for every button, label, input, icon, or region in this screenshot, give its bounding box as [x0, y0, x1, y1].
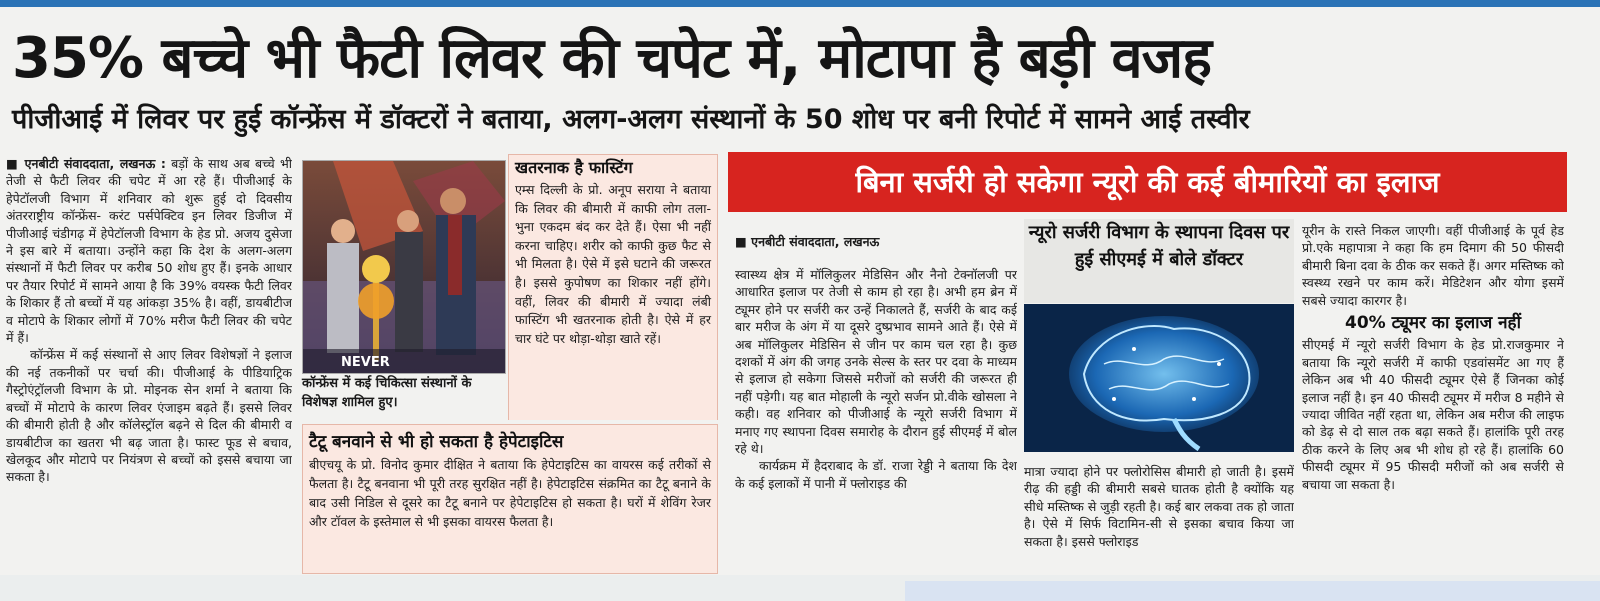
- neuro-byline-text: ■ एनबीटी संवाददाता, लखनऊ: [735, 234, 880, 249]
- neuro-column-2: [1024, 463, 1294, 568]
- neuro-byline: [735, 233, 1017, 255]
- photo-caption: कॉन्फ्रेंस में कई चिकित्सा संस्थानों के विशेषज्ञ शामिल हुए।: [302, 376, 472, 410]
- left-article-paragraph-2: कॉन्फ्रेंस में कई संस्थानों से आए लिवर विशेषज्ञों ने इलाज की नई तकनीकों पर चर्चा की। पीजीआई के पीडियाट्रिक गैस्ट्रोएंट्रॉलजी विभाग के प्रो. मोइनक सेन शर्मा ने बताया कि बच्चों में मोटापे के कारण लिवर एंजाइम बढ़ते हैं। इससे लिवर की बीमारी होती है और कॉलेस्ट्रॉल बढ़ने से दिल की बीमारी व डायबीटीज का खतरा भी बढ़ जाता है। फास्ट फूड से बचाव, खेलकूद और मोटापे पर नियंत्रण से बच्चों को इससे बचाया जा सकता है।: [6, 347, 292, 485]
- neuro-column-3-paragraph-2: सीएमई में न्यूरो सर्जरी विभाग के हेड प्रो.राजकुमार ने बताया कि न्यूरो सर्जरी में काफी एडवांसमेंट आ गए हैं लेकिन अब भी 40 फीसदी ट्यूमर ऐसे हैं जिनका कोई इलाज नहीं है। इन 40 फीसदी ट्यूमर में मरीज 8 महीने से ज्यादा जीवित नहीं रहता था, लेकिन अब मरीज की लाइफ को डेढ़ से दो साल तक बढ़ा सकते हैं। हालांकि पूरी तरह ठीक करने के लिए अब भी शोध हो रहे हैं। हालांकि 60 फीसदी ट्यूमर में 95 फीसदी मरीजों को अब सर्जरी से बचाया जा सकता है।: [1302, 337, 1564, 492]
- neuro-column-1-paragraph-2: कार्यक्रम में हैदराबाद के डॉ. राजा रेड्डी ने बताया कि देश के कई इलाकों में पानी में फ्लोराइड की: [735, 458, 1017, 491]
- fasting-sidebar-box: [508, 154, 718, 420]
- bottom-strip: [0, 575, 1600, 601]
- tattoo-sidebar-box: [302, 424, 718, 574]
- left-article-byline: ■ एनबीटी संवाददाता, लखनऊ :: [6, 156, 166, 171]
- subheadline: पीजीआई में लिवर पर हुई कॉन्फ्रेंस में डॉक्टरों ने बताया, अलग-अलग संस्थानों के 50 शोध पर बनी रिपोर्ट में सामने आई तस्वीर: [12, 104, 1250, 135]
- headline: 35% बच्चे भी फैटी लिवर की चपेट में, मोटापा है बड़ी वजह: [12, 26, 1211, 91]
- left-article-paragraph-1: बड़ों के साथ अब बच्चे भी तेजी से फैटी लिवर की चपेट में आ रहे हैं। पीजीआई के हेपेटॉलजी विभाग में शनिवार को शुरू हुई दो दिवसीय अंतरराष्ट्रीय कॉन्फ्रेंस- करंट पर्सपेक्टिव इन लिवर डिजीज में पीजीआई चंडीगढ़ में हेपेटॉलजी विभाग के हेड प्रो. अजय दुसेजा ने इस बारे में बताया। उन्होंने कहा कि देश के अलग-अलग संस्थानों में फैटी लिवर पर करीब 50 शोध हुए हैं। इनके आधार पर तैयार रिपोर्ट में सामने आया है कि 39% वयस्क फैटी लिवर के शिकार हैं तो बच्चों में यह आंकड़ा 35% है। वहीं, डायबीटीज व मोटापे के शिकार लोगों में 70% मरीज फैटी लिवर की चपेट में हैं।: [6, 156, 292, 346]
- bottom-strip-blue-band: [905, 581, 1600, 601]
- photo-banner-text: NEVER: [341, 355, 390, 370]
- neuro-column-2-text: मात्रा ज्यादा होने पर फ्लोरोसिस बीमारी हो जाती है। इसमें रीढ़ की हड्डी की बीमारी सबसे घातक होती है क्योंकि यह सीधे मस्तिष्क से जुड़ी रहती है। कई बार लकवा तक हो जाता है। ऐसे में सिर्फ विटामिन-सी से इसका बचाव किया जा सकता है। इससे फ्लोराइड: [1024, 464, 1294, 549]
- tattoo-box-title: टैटू बनवाने से भी हो सकता है हेपेटाइटिस: [309, 432, 564, 452]
- left-article-column: [6, 155, 292, 560]
- fasting-box-body: एम्स दिल्ली के प्रो. अनूप सराया ने बताया कि लिवर की बीमारी में काफी लोग तला-भुना एकदम बंद कर देते हैं। ऐसा भी नहीं करना चाहिए। शरीर को काफी कुछ फैट से भी मिलता है। ऐसे में इसे घटाने की जरूरत है। इससे कुपोषण का शिकार नहीं होंगे। वहीं, लिवर की बीमारी में ज्यादा लंबी फास्टिंग भी खतरनाक होती है। ऐसे में हर चार घंटे पर थोड़ा-थोड़ा खाते रहें।: [515, 182, 711, 346]
- neuro-column-1: [735, 266, 1017, 566]
- fasting-box-title: खतरनाक है फास्टिंग: [515, 158, 633, 177]
- neuro-column-3: [1302, 222, 1564, 568]
- neuro-column-3-paragraph-1: यूरीन के रास्ते निकल जाएगी। वहीं पीजीआई के पूर्व हेड प्रो.एके महापात्रा ने कहा कि हम दिमाग की 50 फीसदी बीमारी बिना दवा के ठीक कर सकते हैं। अगर मस्तिष्क को स्वस्थ्य रखने पर काम करें। मेडिटेशन और योगा इसमें सबसे ज्यादा कारगर है।: [1302, 223, 1564, 308]
- top-accent-bar: [0, 0, 1600, 7]
- neuro-column-1-paragraph-1: स्वास्थ्य क्षेत्र में मॉलिकुलर मेडिसिन और नैनो टेक्नॉलजी पर आधारित इलाज पर तेजी से काम हो रहा है। अभी हम ब्रेन में ट्यूमर होने पर सर्जरी कर उन्हें निकालते हैं, सर्जरी के बाद कई बार मरीज के अंग में या दूसरे दुष्प्रभाव सामने आते हैं। ऐसे में अब मॉलिकुलर मेडिसिन से जीन पर काम चल रहा है। कुछ दशकों में अंग की जगह उनके सेल्स के स्तर पर दवा के माध्यम से इलाज हो सकेगा जिससे मरीजों को सर्जरी की जरूरत ही नहीं पड़ेगी। यह बात मोहाली के न्यूरो सर्जन प्रो.वीके खोसला ने कही। वह शनिवार को पीजीआई के न्यूरो सर्जरी विभाग में मनाए गए स्थापना दिवस समारोह के दौरान हुई सीएमई में बोल रहे थे।: [735, 267, 1017, 457]
- tattoo-box-body: बीएचयू के प्रो. विनोद कुमार दीक्षित ने बताया कि हेपेटाइटिस का वायरस कई तरीकों से फैलता है। टैटू बनवाना भी पूरी तरह सुरक्षित नहीं है। हेपेटाइटिस संक्रमित का टैटू बनाने के बाद उसी निडिल से दूसरे का टैटू बनाने पर हेपेटाइटिस हो सकता है। घरों में शेविंग रेजर और टॉवल के इस्तेमाल से भी इसका वायरस फैलता है।: [309, 457, 711, 529]
- neuro-image-title: न्यूरो सर्जरी विभाग के स्थापना दिवस पर हुई सीएमई में बोले डॉक्टर: [1024, 219, 1294, 303]
- tumor-subheading: 40% ट्यूमर का इलाज नहीं: [1345, 313, 1521, 334]
- neuro-article-banner: बिना सर्जरी हो सकेगा न्यूरो की कई बीमारियों का इलाज: [728, 152, 1567, 212]
- brain-illustration: [1024, 304, 1294, 452]
- conference-photo: [302, 160, 506, 374]
- brain-icon: [1024, 304, 1294, 452]
- conference-photo-illustration: [303, 161, 505, 373]
